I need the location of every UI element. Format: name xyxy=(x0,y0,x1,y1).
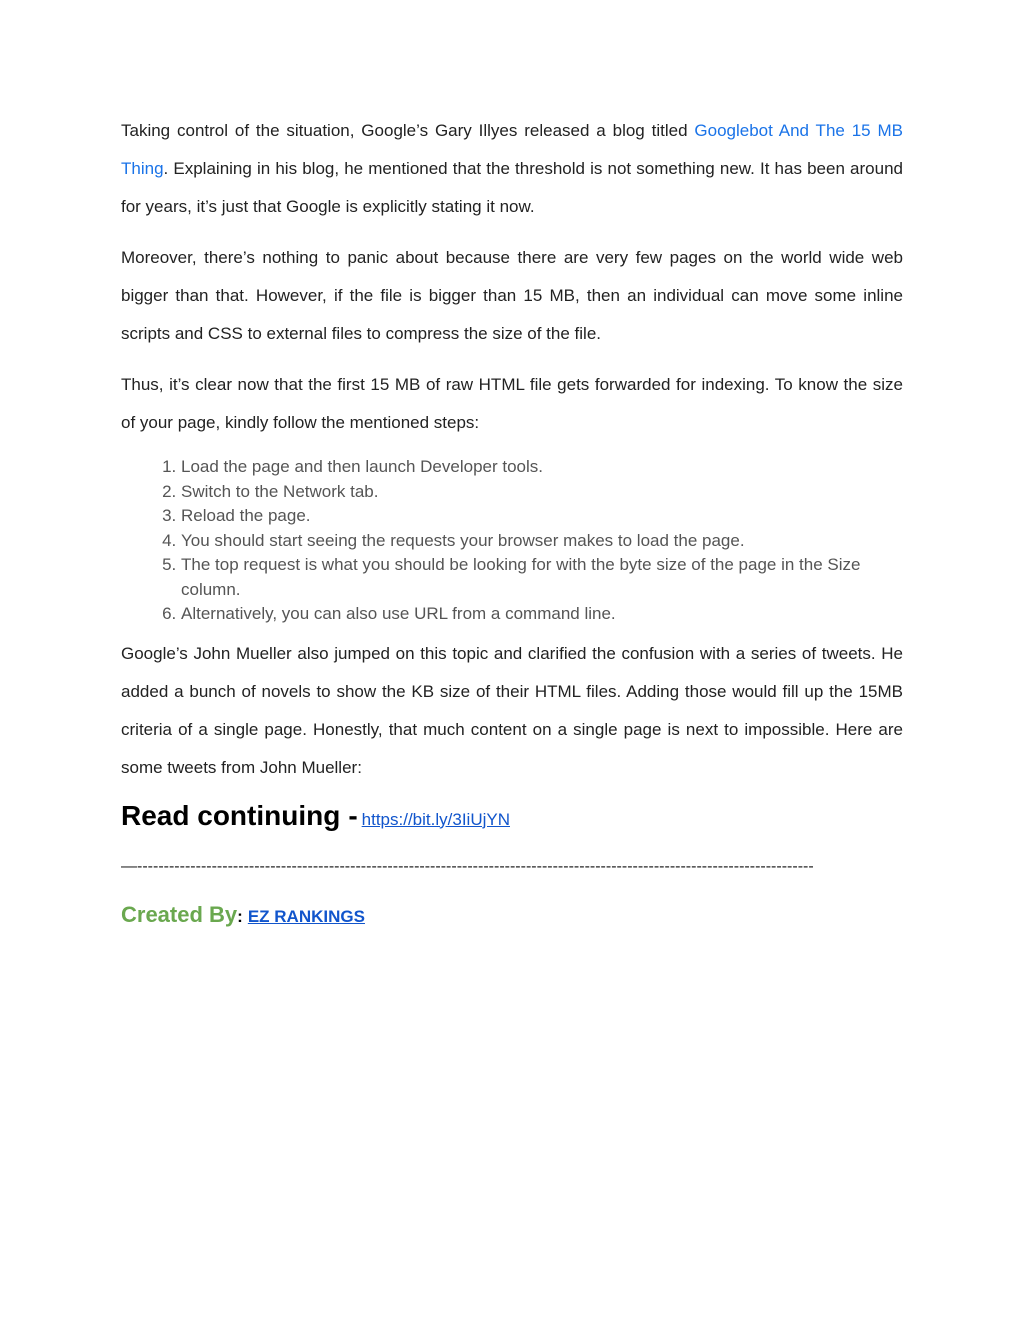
paragraph-intro-text-after: . Explaining in his blog, he mentioned that the threshold is not something new. It has been around for years, it’s just that Google is explicitly stating it now. xyxy=(121,159,903,216)
read-continuing-separator: - xyxy=(348,799,358,831)
created-by-colon: : xyxy=(237,906,243,926)
list-item: 1. Load the page and then launch Developer tools. xyxy=(181,455,903,480)
paragraph-mueller: Google’s John Mueller also jumped on this topic and clarified the confusion with a series of tweets. He added a bunch of novels to show the KB size of their HTML files. Adding those would fill up the 15MB criteria of a single page. Honestly, that much content on a single page is next to impossible. Here are some tweets from John Mueller: xyxy=(121,643,903,777)
read-continuing-link[interactable]: https://bit.ly/3IiUjYN xyxy=(361,809,510,829)
paragraph-no-panic: Moreover, there’s nothing to panic about because there are very few pages on the world wide web bigger than that. However, if the file is bigger than 15 MB, then an individual can move some inline scripts and CSS to external files to compress the size of the file. xyxy=(121,248,903,343)
created-by-label: Created By xyxy=(121,901,238,927)
list-item: 5. The top request is what you should be looking for with the byte size of the page in the Size column. xyxy=(181,553,903,602)
paragraph-intro xyxy=(121,112,903,226)
list-item: 3. Reload the page. xyxy=(181,504,903,529)
paragraph-intro-text-before: Taking control of the situation, Google’s Gary Illyes released a blog titled xyxy=(121,121,695,140)
created-by-row xyxy=(121,902,903,928)
read-continuing-row xyxy=(121,800,903,832)
googlebot-blog-link[interactable]: Googlebot And The 15 MB Thing xyxy=(121,121,903,178)
list-item: 6. Alternatively, you can also use URL from a command line. xyxy=(181,602,903,627)
read-continuing-heading: Read continuing xyxy=(121,799,341,831)
paragraph-steps-intro: Thus, it’s clear now that the first 15 MB of raw HTML file gets forwarded for indexing. To know the size of your page, kindly follow the mentioned steps: xyxy=(121,375,903,432)
steps-list xyxy=(121,455,903,627)
ez-rankings-link[interactable]: EZ RANKINGS xyxy=(247,906,365,926)
list-item: 4. You should start seeing the requests your browser makes to load the page. xyxy=(181,529,903,554)
list-item: 2. Switch to the Network tab. xyxy=(181,480,903,505)
dashed-divider: —------------------------------------------------------------------------------------------------------------------------------- xyxy=(121,857,814,875)
document-page xyxy=(121,112,903,928)
